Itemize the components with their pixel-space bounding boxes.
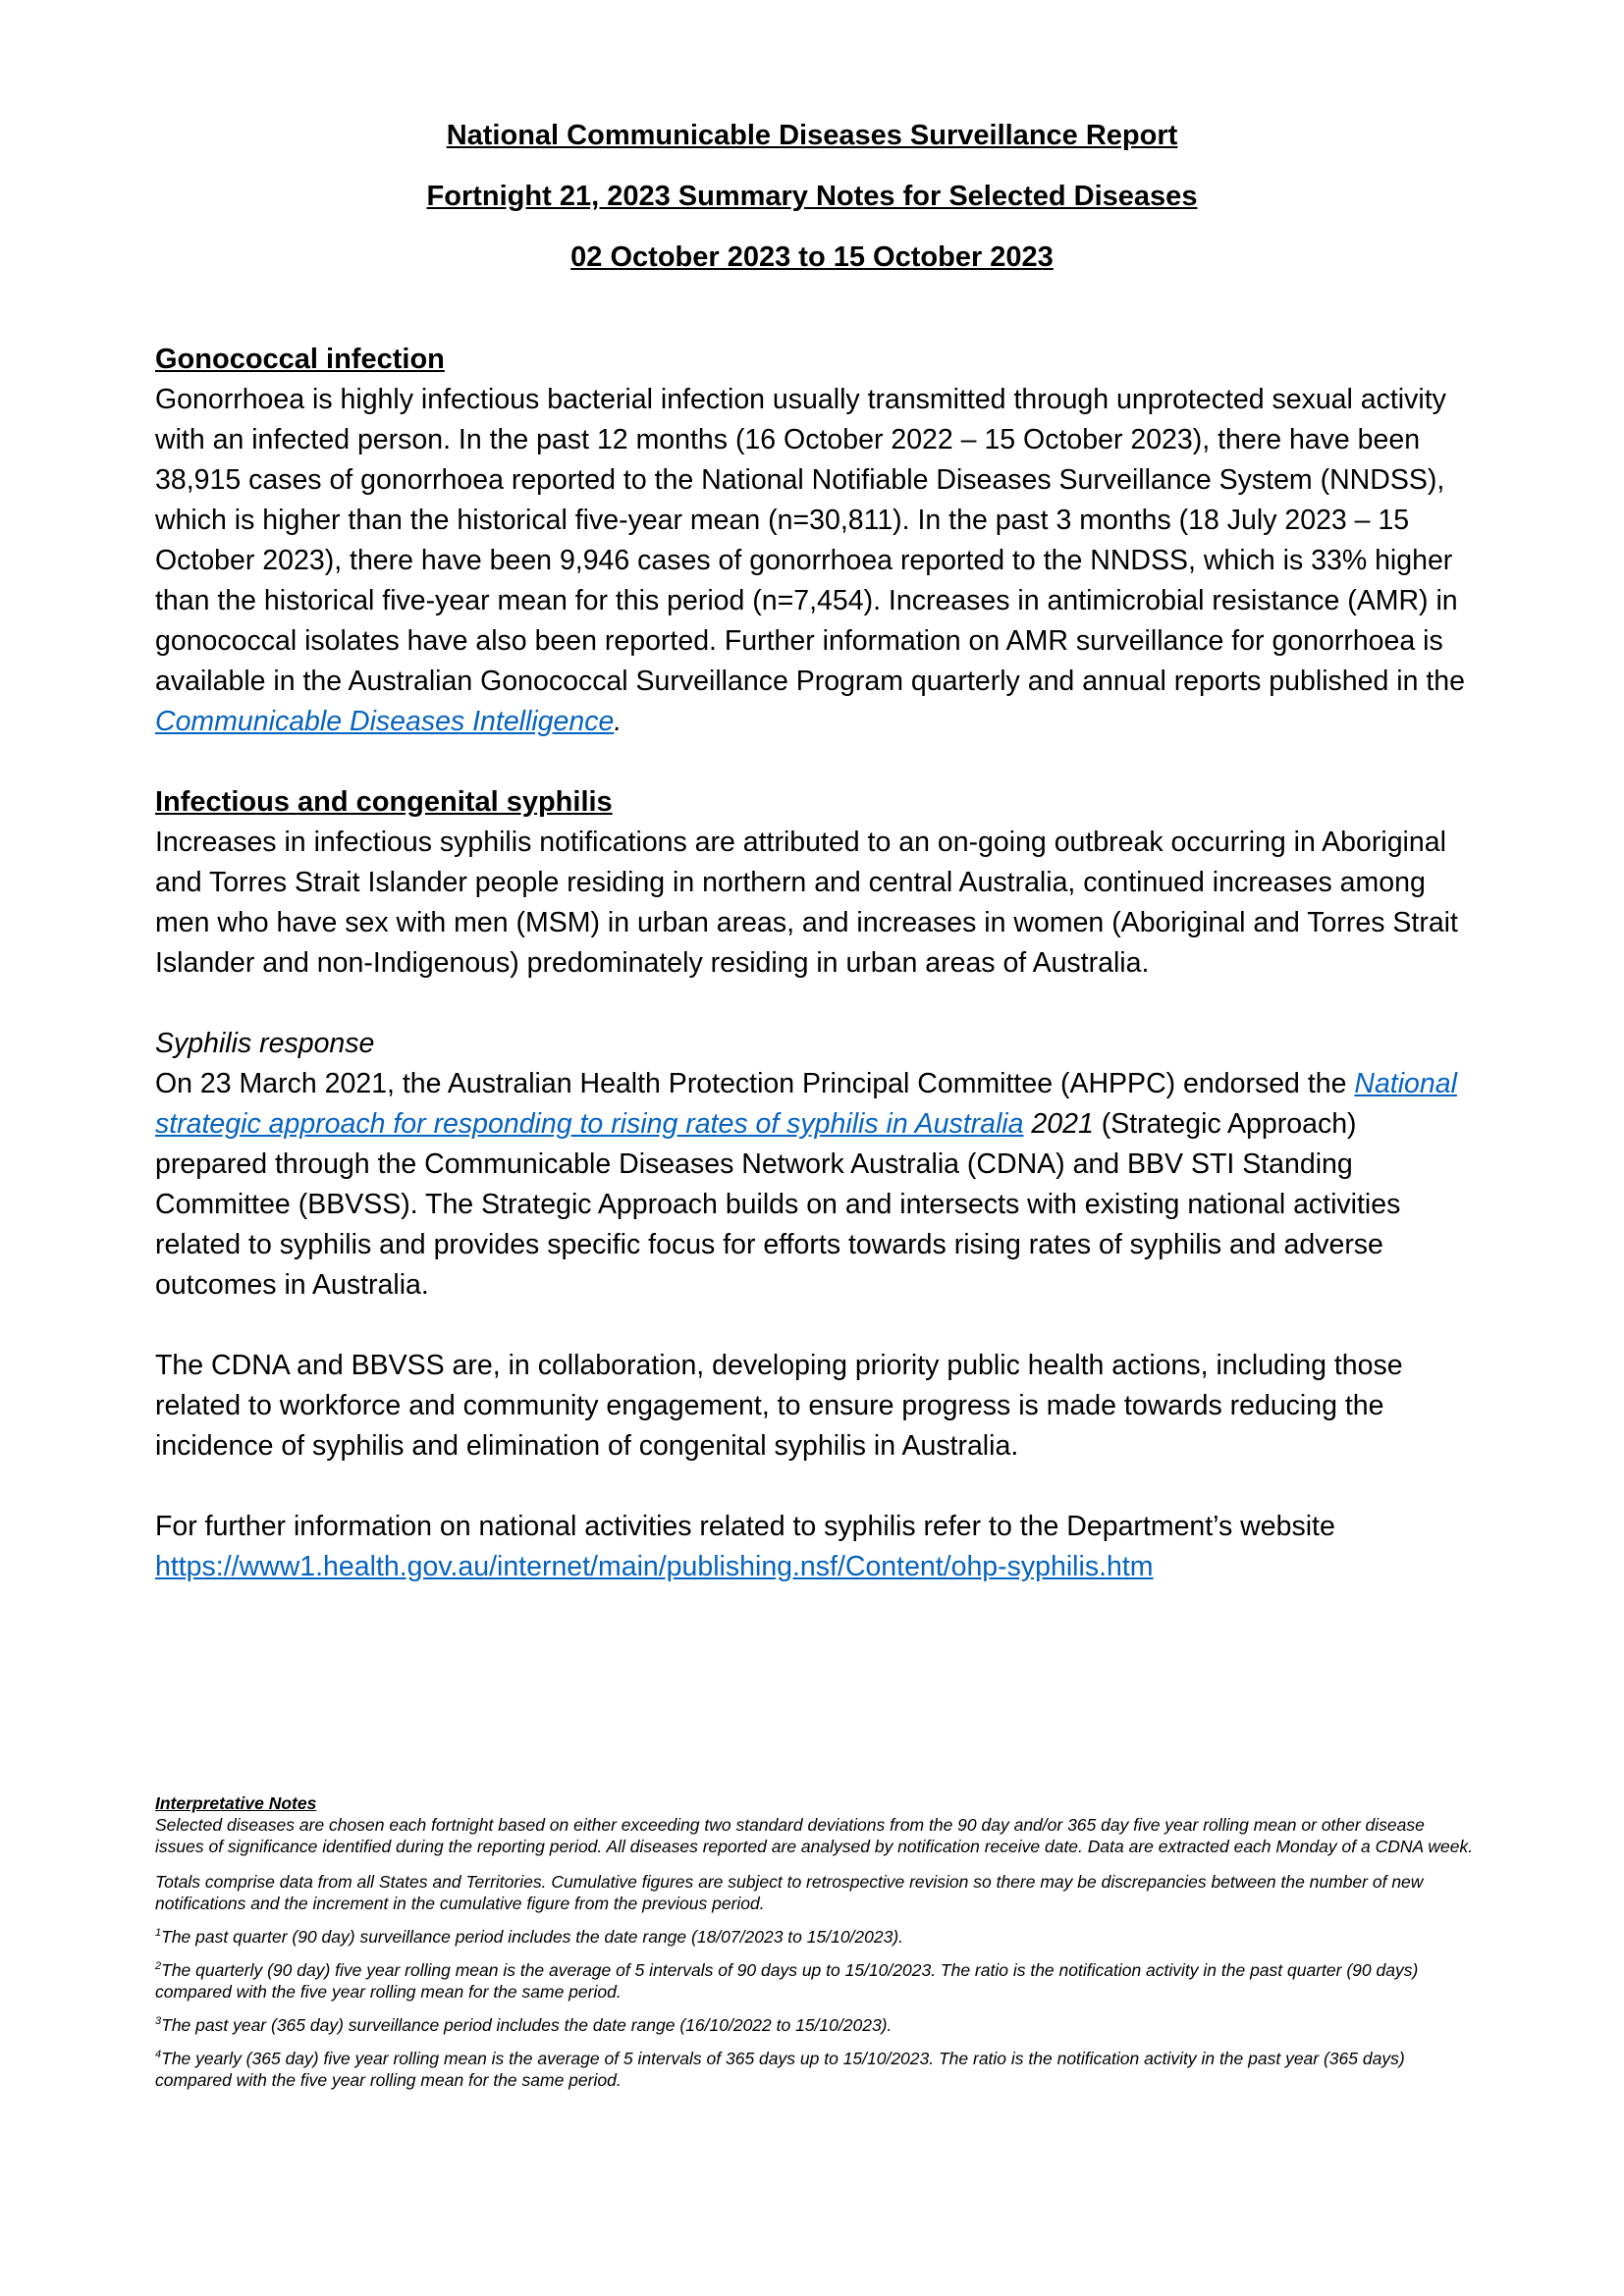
syphilis-heading: Infectious and congenital syphilis bbox=[155, 786, 613, 818]
report-title-block bbox=[0, 116, 1624, 298]
syphilis-collaboration: The CDNA and BBVSS are, in collaboration, developing priority public health actions, including those related to workforce and community engagement, to ensure progress is made towards reducing the incidence of syphilis and elimination of congenital syphilis in Australia. bbox=[155, 1350, 1403, 1462]
syphilis-section bbox=[155, 782, 1476, 1587]
notes-para-2: Totals comprise data from all States and Territories. Cumulative figures are subject to retrospective revision so there may be discrepancies between the number of new notifications and the increment in the cumulative figure from the previous period. bbox=[155, 1872, 1424, 1913]
interpretative-notes bbox=[155, 1792, 1476, 2103]
section-spacer bbox=[155, 742, 1476, 782]
footnote-2 bbox=[155, 1959, 1476, 2002]
syphilis-response-pre: On 23 March 2021, the Australian Health Protection Principal Committee (AHPPC) endorsed the bbox=[155, 1068, 1355, 1099]
syphilis-response-post: (Strategic Approach) prepared through the Communicable Diseases Network Australia (CDNA) and BBV STI Standing Committee (BBVSS). The Strategic Approach builds on and intersects with existing national activities related to syphilis and provides specific focus for efforts towards rising rates of syphilis and adverse outcomes in Australia. bbox=[155, 1108, 1401, 1301]
notes-para-1: Selected diseases are chosen each fortnight based on either exceeding two standard deviations from the 90 day and/or 365 day five year rolling mean or other disease issues of significance identified during the reporting period. All diseases reported are analysed by notification receive date. Data are extracted each Monday of a CDNA week. bbox=[155, 1815, 1474, 1856]
notes-title: Interpretative Notes bbox=[155, 1793, 317, 1813]
syphilis-url-line bbox=[155, 1547, 1476, 1587]
report-subtitle: Fortnight 21, 2023 Summary Notes for Selected Diseases bbox=[426, 181, 1198, 212]
footnote-4-marker: 4 bbox=[155, 2049, 162, 2061]
syphilis-response-year: 2021 bbox=[1023, 1108, 1094, 1140]
report-title: National Communicable Diseases Surveillance Report bbox=[446, 120, 1178, 151]
paragraph-spacer bbox=[155, 1467, 1476, 1507]
footnote-2-marker: 2 bbox=[155, 1960, 162, 1973]
report-date-range: 02 October 2023 to 15 October 2023 bbox=[570, 241, 1054, 273]
syphilis-website-link[interactable]: https://www1.health.gov.au/internet/main/publishing.nsf/Content/ohp-syphilis.htm bbox=[155, 1551, 1154, 1582]
paragraph-spacer bbox=[155, 984, 1476, 1024]
gonococcal-heading: Gonococcal infection bbox=[155, 344, 445, 375]
footnote-2-text: The quarterly (90 day) five year rolling mean is the average of 5 intervals of 90 days up to 15/10/2023. The ratio is the notification activity in the past quarter (90 days) compared with the five year rolling mean for the same period. bbox=[155, 1960, 1419, 2002]
strategic-approach-link[interactable]: National strategic approach for responding to rising rates of syphilis in Australia bbox=[155, 1068, 1457, 1140]
footnote-3-marker: 3 bbox=[155, 2015, 162, 2028]
report-content bbox=[155, 340, 1476, 1587]
gonococcal-body-text: Gonorrhoea is highly infectious bacterial infection usually transmitted through unprotected sexual activity with an infected person. In the past 12 months (16 October 2022 – 15 October 2023), there have been 38,915 cases of gonorrhoea reported to the National Notifiable Diseases Surveillance System (NNDSS), which is higher than the historical five-year mean (n=30,811). In the past 3 months (18 July 2023 – 15 October 2023), there have been 9,946 cases of gonorrhoea reported to the NNDSS, which is 33% higher than the historical five-year mean for this period (n=7,454). Increases in antimicrobial resistance (AMR) in gonococcal isolates have also been reported. Further information on AMR surveillance for gonorrhoea is available in the Australian Gonococcal Surveillance Program quarterly and annual reports published in the bbox=[155, 384, 1465, 697]
footnote-1 bbox=[155, 1926, 1476, 1948]
gonococcal-body bbox=[155, 380, 1476, 742]
syphilis-response-body bbox=[155, 1064, 1476, 1306]
footnote-3-text: The past year (365 day) surveillance period includes the date range (16/10/2022 to 15/10/2023). bbox=[161, 2015, 893, 2035]
gonococcal-end-punct: . bbox=[614, 706, 623, 737]
paragraph-spacer bbox=[155, 1306, 1476, 1346]
gonococcal-section bbox=[155, 340, 1476, 742]
syphilis-further-info: For further information on national activities related to syphilis refer to the Department’s website bbox=[155, 1511, 1335, 1542]
footnote-1-text: The past quarter (90 day) surveillance period includes the date range (18/07/2023 to 15/10/2023). bbox=[161, 1927, 904, 1947]
cdi-link[interactable]: Communicable Diseases Intelligence bbox=[155, 706, 615, 737]
footnote-4-text: The yearly (365 day) five year rolling mean is the average of 5 intervals of 365 days up to 15/10/2023. The ratio is the notification activity in the past year (365 days) compared with the five year rolling mean for the same period. bbox=[155, 2049, 1405, 2090]
syphilis-intro: Increases in infectious syphilis notifications are attributed to an on-going outbreak occurring in Aboriginal and Torres Strait Islander people residing in northern and central Australia, continued increases among men who have sex with men (MSM) in urban areas, and increases in women (Aboriginal and Torres Strait Islander and non-Indigenous) predominately residing in urban areas of Australia. bbox=[155, 827, 1458, 979]
footnote-1-marker: 1 bbox=[155, 1927, 162, 1940]
footnote-4 bbox=[155, 2048, 1476, 2091]
footnote-3 bbox=[155, 2014, 1476, 2036]
syphilis-response-heading: Syphilis response bbox=[155, 1028, 375, 1059]
